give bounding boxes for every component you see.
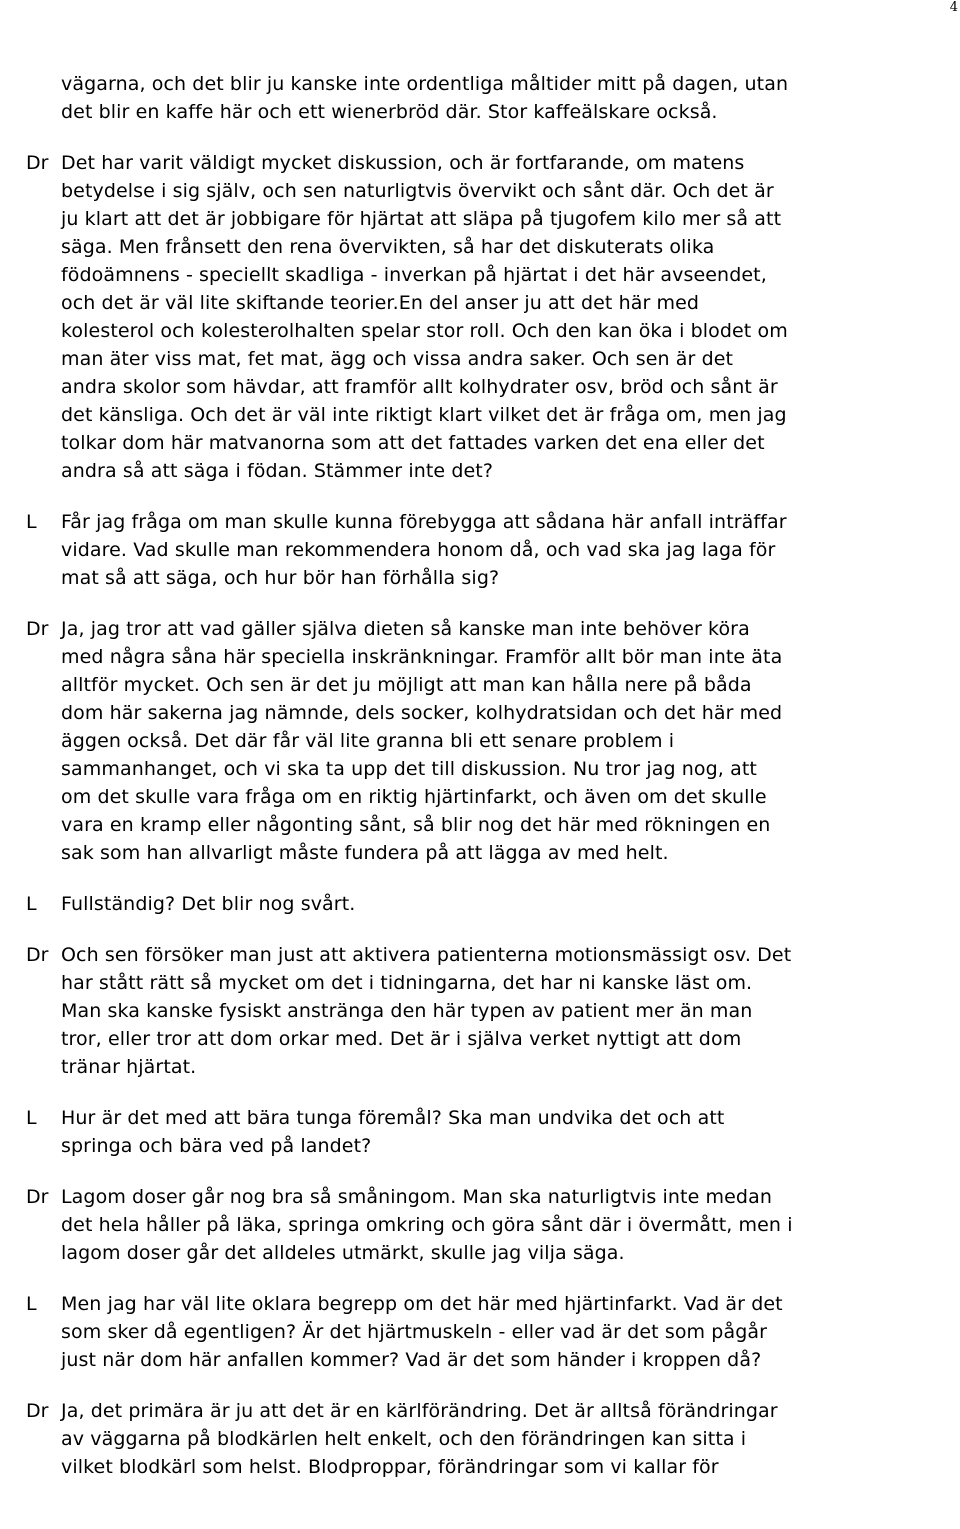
utterance-text [61,70,956,126]
text-line: andra så att säga i födan. Stämmer inte det? [61,460,494,482]
transcript-entry [0,1183,960,1267]
text-line: Får jag fråga om man skulle kunna förebygga att sådana här anfall inträffar [61,511,787,533]
transcript-entry [0,1104,960,1160]
transcript-entry [0,890,960,918]
speaker-label: Dr [26,944,49,966]
text-line: lagom doser går det alldeles utmärkt, skulle jag vilja säga. [61,1242,625,1264]
text-line: sammanhanget, och vi ska ta upp det till diskussion. Nu tror jag nog, att [61,758,757,780]
utterance-text [61,941,956,1081]
text-line: Det har varit väldigt mycket diskussion, och är fortfarande, om matens [61,152,745,174]
text-line: Men jag har väl lite oklara begrepp om det här med hjärtinfarkt. Vad är det [61,1293,783,1315]
text-line: säga. Men frånsett den rena övervikten, så har det diskuterats olika [61,236,715,258]
text-line: det blir en kaffe här och ett wienerbröd där. Stor kaffeälskare också. [61,101,718,123]
text-line: Ja, det primära är ju att det är en kärlförändring. Det är alltså förändringar [61,1400,778,1422]
text-line: Och sen försöker man just att aktivera patienterna motionsmässigt osv. Det [61,944,792,966]
utterance-text [61,615,956,867]
speaker-label: Dr [26,618,49,640]
utterance-text [61,1183,956,1267]
speaker-label: L [26,1107,37,1129]
text-line: vidare. Vad skulle man rekommendera honom då, och vad ska jag laga för [61,539,776,561]
text-line: vara en kramp eller någonting sånt, så blir nog det här med rökningen en [61,814,771,836]
transcript-entry [0,508,960,592]
utterance-text [61,508,956,592]
text-line: man äter viss mat, fet mat, ägg och vissa andra saker. Och sen är det [61,348,734,370]
text-line: dom här sakerna jag nämnde, dels socker, kolhydratsidan och det här med [61,702,783,724]
utterance-text [61,149,956,485]
text-line: tror, eller tror att dom orkar med. Det är i själva verket nyttigt att dom [61,1028,742,1050]
text-line: med några såna här speciella inskränkningar. Framför allt bör man inte äta [61,646,783,668]
text-line: mat så att säga, och hur bör han förhålla sig? [61,567,500,589]
text-line: Fullständig? Det blir nog svårt. [61,893,356,915]
text-line: springa och bära ved på landet? [61,1135,372,1157]
utterance-text [61,890,956,918]
speaker-label: L [26,511,37,533]
text-line: ju klart att det är jobbigare för hjärtat att släpa på tjugofem kilo mer så att [61,208,782,230]
text-line: av väggarna på blodkärlen helt enkelt, och den förändringen kan sitta i [61,1428,747,1450]
page-number: 4 [949,0,958,15]
text-line: andra skolor som hävdar, att framför allt kolhydrater osv, bröd och sånt är [61,376,778,398]
text-line: har stått rätt så mycket om det i tidningarna, det har ni kanske läst om. [61,972,753,994]
text-line: det hela håller på läka, springa omkring och göra sånt där i övermått, men i [61,1214,793,1236]
speaker-label: L [26,1293,37,1315]
utterance-text [61,1397,956,1481]
text-line: betydelse i sig själv, och sen naturligtvis övervikt och sånt där. Och det är [61,180,774,202]
speaker-label: Dr [26,1186,49,1208]
transcript-entry [0,1397,960,1481]
transcript-entry [0,149,960,485]
text-line: vilket blodkärl som helst. Blodproppar, förändringar som vi kallar för [61,1456,719,1478]
text-line: och det är väl lite skiftande teorier.En del anser ju att det här med [61,292,700,314]
text-line: Ja, jag tror att vad gäller själva dieten så kanske man inte behöver köra [61,618,750,640]
utterance-text [61,1290,956,1374]
text-line: alltför mycket. Och sen är det ju möjligt att man kan hålla nere på båda [61,674,752,696]
text-line: sak som han allvarligt måste fundera på att lägga av med helt. [61,842,669,864]
speaker-label: L [26,893,37,915]
transcript-entry [0,615,960,867]
utterance-text [61,1104,956,1160]
text-line: just när dom här anfallen kommer? Vad är det som händer i kroppen då? [61,1349,762,1371]
text-line: tolkar dom här matvanorna som att det fattades varken det ena eller det [61,432,765,454]
transcript-entry [0,941,960,1081]
speaker-label: Dr [26,1400,49,1422]
speaker-label: Dr [26,152,49,174]
text-line: vägarna, och det blir ju kanske inte ordentliga måltider mitt på dagen, utan [61,73,789,95]
text-line: kolesterol och kolesterolhalten spelar stor roll. Och den kan öka i blodet om [61,320,788,342]
text-line: Man ska kanske fysiskt anstränga den här typen av patient mer än man [61,1000,753,1022]
text-line: tränar hjärtat. [61,1056,197,1078]
text-line: Lagom doser går nog bra så småningom. Man ska naturligtvis inte medan [61,1186,772,1208]
transcript [0,70,960,1504]
transcript-entry [0,70,960,126]
text-line: födoämnens - speciellt skadliga - inverkan på hjärtat i det här avseendet, [61,264,767,286]
text-line: det känsliga. Och det är väl inte riktigt klart vilket det är fråga om, men jag [61,404,787,426]
text-line: äggen också. Det där får väl lite granna bli ett senare problem i [61,730,675,752]
text-line: om det skulle vara fråga om en riktig hjärtinfarkt, och även om det skulle [61,786,767,808]
text-line: Hur är det med att bära tunga föremål? Ska man undvika det och att [61,1107,725,1129]
text-line: som sker då egentligen? Är det hjärtmuskeln - eller vad är det som pågår [61,1321,768,1343]
transcript-entry [0,1290,960,1374]
